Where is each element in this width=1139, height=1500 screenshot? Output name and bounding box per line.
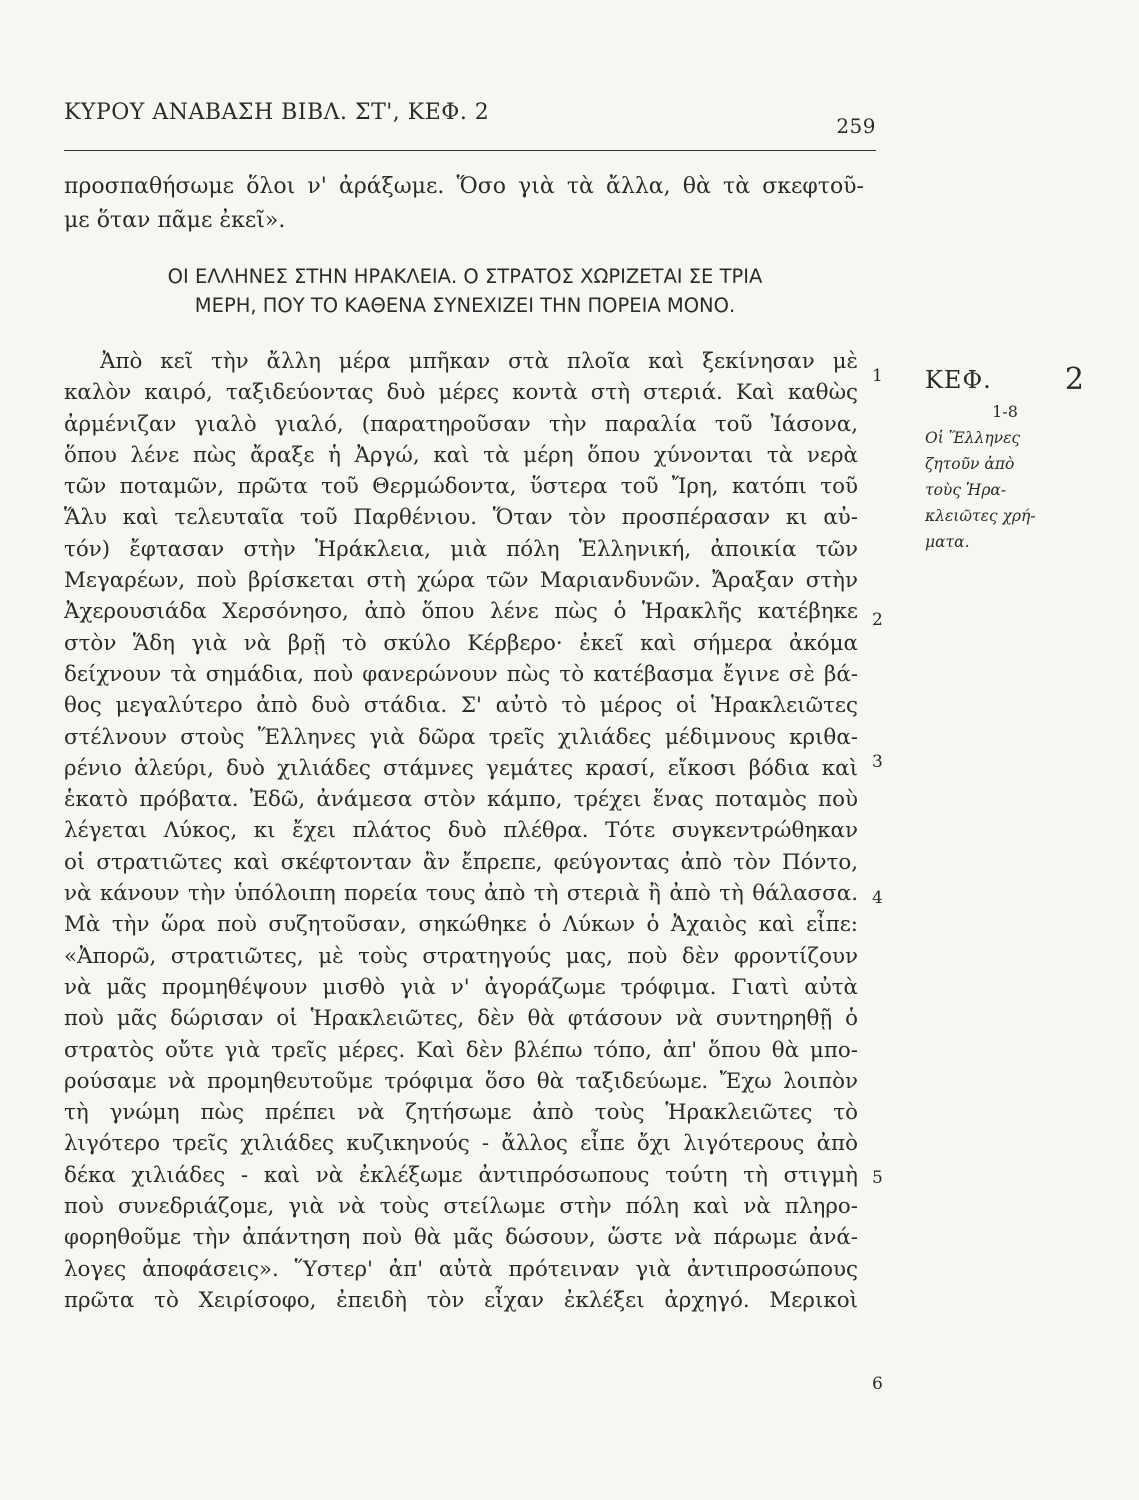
text-line: τὴ γνώμη πὼς πρέπει νὰ ζητήσωμε ἀπὸ τοὺς Ἡρακλειῶτες τὸ [64,1100,858,1126]
text-line: ὅπου λένε πὼς ἄραξε ἡ Ἀργώ, καὶ τὰ μέρη ὅπου χύνονται τὰ νερὰ [64,442,858,468]
text-line: ρένιο ἀλεύρι, δυὸ χιλιάδες στάμνες γεμάτες κρασί, εἴκοσι βόδια καὶ [64,755,858,781]
text-line: «Ἀπορῶ, στρατιῶτες, μὲ τοὺς στρατηγούς μας, ποὺ δὲν φροντίζουν [64,943,858,969]
text-line: δείχνουν τὰ σημάδια, ποὺ φανερώνουν πὼς τὸ κατέβασμα ἔγινε σὲ βά- [64,661,858,687]
text-line: ἑκατὸ πρόβατα. Ἐδῶ, ἀνάμεσα στὸν κάμπο, τρέχει ἕνας ποταμὸς ποὺ [64,787,858,813]
running-title: ΚΥΡΟΥ ΑΝΑΒΑΣΗ ΒΙΒΛ. ΣΤ', ΚΕΦ. 2 [64,100,490,125]
text-line: πρῶτα τὸ Χειρίσοφο, ἐπειδὴ τὸν εἶχαν ἐκλέξει ἀρχηγό. Μερικοὶ [64,1287,858,1313]
text-line: καλὸν καιρό, ταξιδεύοντας δυὸ μέρες κοντὰ στὴ στεριά. Καὶ καθὼς [64,380,858,406]
text-line: στὸν Ἅδη γιὰ νὰ βρῇ τὸ σκύλο Κέρβερο· ἐκεῖ καὶ σήμερα ἀκόμα [64,630,858,656]
side-summary-line: Οἱ Ἕλληνες [925,429,1021,447]
text-line: Μεγαρέων, ποὺ βρίσκεται στὴ χώρα τῶν Μαριανδυνῶν. Ἄραξαν στὴν [64,568,858,594]
text-line: στέλνουν στοὺς Ἕλληνες γιὰ δῶρα τρεῖς χιλιάδες μέδιμνους κριθα- [64,724,858,750]
text-line: Ἀπὸ κεῖ τὴν ἄλλη μέρα μπῆκαν στὰ πλοῖα καὶ ξεκίνησαν μὲ [100,349,858,374]
side-chapter-label: ΚΕΦ. [925,366,992,394]
main-text [64,346,858,1316]
paragraph-number: 1 [872,366,883,386]
text-line: στρατὸς οὔτε γιὰ τρεῖς μέρες. Καὶ δὲν βλέπω τόπο, ἀπ' ὅπου θὰ μπο- [64,1037,858,1063]
text-line: θος μεγαλύτερο ἀπὸ δυὸ στάδια. Σ' αὐτὸ τὸ μέρος οἱ Ἡρακλειῶτες [64,693,858,719]
text-line: Ἀχερουσιάδα Χερσόνησο, ἀπὸ ὅπου λένε πὼς ὁ Ἡρακλῆς κατέβηκε [64,599,858,625]
paragraph-number: 6 [872,1374,883,1394]
text-line: λέγεται Λύκος, κι ἔχει πλάτος δυὸ πλέθρα. Τότε συγκεντρώθηκαν [64,818,858,844]
text-line: ποὺ συνεδριάζομε, γιὰ νὰ τοὺς στείλωμε στὴν πόλη καὶ νὰ πληρο- [64,1194,858,1220]
paragraph-number: 5 [872,1168,883,1188]
paragraph-number: 4 [872,888,883,908]
paragraph-number: 3 [872,752,883,772]
text-line: νὰ μᾶς προμηθέψουν μισθὸ γιὰ ν' ἀγοράζωμε τρόφιμα. Γιατὶ αὐτὰ [64,974,858,1000]
side-summary-line: τοὺς Ἡρα- [925,481,1007,499]
text-line: λιγότερο τρεῖς χιλιάδες κυζικηνούς - ἄλλος εἶπε ὄχι λιγότερους ἀπὸ [64,1131,858,1157]
text-line: δέκα χιλιάδες - καὶ νὰ ἐκλέξωμε ἀντιπρόσωπους τούτη τὴ στιγμὴ [64,1162,858,1188]
text-line: τῶν ποταμῶν, πρῶτα τοῦ Θερμώδοντα, ὕστερα τοῦ Ἴρη, κατόπι τοῦ [64,474,858,500]
section-heading-line: ΟΙ ΕΛΛΗΝΕΣ ΣΤΗΝ ΗΡΑΚΛΕΙΑ. Ο ΣΤΡΑΤΟΣ ΧΩΡΙΖΕΤΑΙ ΣΕ ΤΡΙΑ [167,265,763,288]
side-chapter [925,362,1085,397]
section-heading-line: ΜΕΡΗ, ΠΟΥ ΤΟ ΚΑΘΕΝΑ ΣΥΝΕΧΙΖΕΙ ΤΗΝ ΠΟΡΕΙΑ ΜΟΝΟ. [194,294,736,317]
side-range: 1-8 [992,402,1018,421]
header-rule [64,150,876,151]
intro-paragraph [64,170,864,238]
running-head [64,100,876,138]
text-line: τόν) ἔφτασαν στὴν Ἡράκλεια, μιὰ πόλη Ἑλληνική, ἀποικία τῶν [64,536,858,562]
text-line: ποὺ μᾶς δώρισαν οἱ Ἡρακλειῶτες, δὲν θὰ φτάσουν νὰ συντηρηθῇ ὁ [64,1006,858,1032]
text-line: Ἅλυ καὶ τελευταῖα τοῦ Παρθένιου. Ὅταν τὸν προσπέρασαν κι αὐ- [64,505,858,531]
text-line: νὰ κάνουν τὴν ὑπόλοιπη πορεία τους ἀπὸ τὴ στεριὰ ἢ ἀπὸ τὴ θάλασσα. [64,881,858,907]
side-chapter-number: 2 [1064,362,1085,397]
text-line: ἀρμένιζαν γιαλὸ γιαλό, (παρατηροῦσαν τὴν παραλία τοῦ Ἰάσονα, [64,411,858,437]
side-summary-line: ματα. [925,533,970,551]
text-line: λογες ἀποφάσεις». Ὕστερ' ἀπ' αὐτὰ πρότειναν γιὰ ἀντιπροσώπους [64,1256,858,1282]
section-heading [64,262,866,320]
paragraph-number: 2 [872,610,883,630]
text-line: προσπαθήσωμε ὅλοι ν' ἀράξωμε. Ὅσο γιὰ τὰ ἄλλα, θὰ τὰ σκεφτοῦ- [64,174,864,199]
chapter-side-note [925,362,1085,555]
side-summary [925,425,1045,555]
text-line: φορηθοῦμε τὴν ἀπάντηση ποὺ θὰ μᾶς δώσουν, ὥστε νὰ πάρωμε ἀνά- [64,1225,858,1251]
side-summary-line: ζητοῦν ἀπὸ [925,455,1015,473]
text-line: με ὅταν πᾶμε ἐκεῖ». [64,208,286,233]
side-summary-line: κλειῶτες χρή- [925,507,1036,525]
text-line: οἱ στρατιῶτες καὶ σκέφτονταν ἂν ἔπρεπε, φεύγοντας ἀπὸ τὸν Πόντο, [64,849,858,875]
text-line: ρούσαμε νὰ προμηθευτοῦμε τρόφιμα ὅσο θὰ ταξιδεύωμε. Ἔχω λοιπὸν [64,1068,858,1094]
page-number: 259 [836,114,876,138]
text-line: Μὰ τὴν ὥρα ποὺ συζητοῦσαν, σηκώθηκε ὁ Λύκων ὁ Ἀχαιὸς καὶ εἶπε: [64,912,858,938]
